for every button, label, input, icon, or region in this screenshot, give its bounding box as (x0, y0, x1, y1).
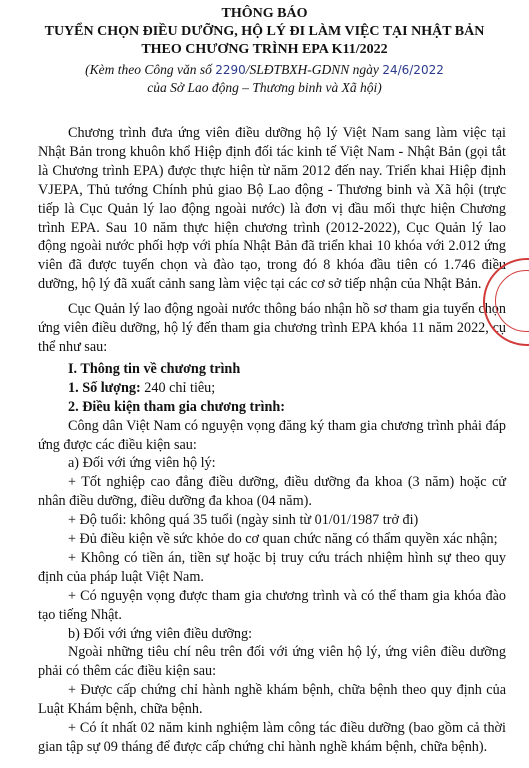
quantity-line (38, 379, 506, 398)
handwritten-date: 24/6/2022 (382, 63, 444, 77)
note-mid: /SLĐTBXH-GDNN ngày (245, 62, 379, 77)
list-item: + Không có tiền án, tiền sự hoặc bị truy cứu trách nhiệm hình sự theo quy định của pháp luật Việt Nam. (38, 549, 506, 585)
handwritten-number: 2290 (215, 63, 246, 77)
nurse-intro: Ngoài những tiêu chí nêu trên đối với ứng viên hộ lý, ứng viên điều dưỡng phải có thêm các điều kiện sau: (38, 644, 506, 680)
section-heading: I. Thông tin về chương trình (68, 360, 241, 377)
doc-program-title: THEO CHƯƠNG TRÌNH EPA K11/2022 (141, 42, 388, 57)
quantity-label: 1. Số lượng: (68, 379, 141, 396)
doc-title: THÔNG BÁO (221, 6, 308, 21)
list-item: + Đủ điều kiện về sức khỏe do cơ quan chức năng có thẩm quyền xác nhận; (68, 531, 498, 548)
conditions-heading: 2. Điều kiện tham gia chương trình: (68, 398, 285, 415)
quantity-value: 240 chỉ tiêu; (144, 379, 216, 396)
list-item: + Tốt nghiệp cao đẳng điều dưỡng, điều dưỡng đa khoa (3 năm) hoặc cử nhân điều dưỡng, điều dưỡng đa khoa (04 năm). (38, 474, 506, 510)
intro-paragraph-2: Cục Quản lý lao động ngoài nước thông báo nhận hồ sơ tham gia tuyển chọn ứng viên điều dưỡng, hộ lý đến tham gia chương trình EPA khóa 11 năm 2022, cụ thể như sau: (38, 301, 506, 355)
nurse-heading: b) Đối với ứng viên điều dưỡng: (68, 625, 253, 642)
attachment-note (0, 62, 529, 78)
list-item: + Có ít nhất 02 năm kinh nghiệm làm công tác điều dưỡng (bao gồm cả thời gian tập sự 09 tháng để được cấp chứng chỉ hành nghề khám bệnh, chữa bệnh). (38, 720, 506, 755)
doc-subtitle: TUYỂN CHỌN ĐIỀU DƯỠNG, HỘ LÝ ĐI LÀM VIỆC TẠI NHẬT BẢN (44, 24, 485, 39)
intro-paragraph-1: Chương trình đưa ứng viên điều dưỡng hộ lý Việt Nam sang làm việc tại Nhật Bản trong khuôn khổ Hiệp định đối tác kinh tế Việt Nam - Nhật Bản (gọi tắt là Chương trình EPA) được thực hiện từ năm 2012 đến nay. Triển khai Hiệp định VJEPA, Thủ tướng Chính phủ giao Bộ Lao động - Thương binh và Xã hội (trực tiếp là Cục Quản lý lao động ngoài nước) là đơn vị đầu mối thực hiện Chương trình EPA. Sau 10 năm thực hiện chương trình (2012-2022), Cục Quản lý lao động ngoài nước phối hợp với phía Nhật Bản đã triển khai 10 khóa với 2.012 ứng viên đã được tuyển chọn và đào tạo, trong đó 8 khóa đầu tiên có 1.746 điều dưỡng, hộ lý đã xuất cảnh sang làm việc tại các cơ sở tiếp nhận của Nhật Bản. (38, 125, 506, 293)
seal-inner-ring (495, 270, 529, 332)
list-item: + Có nguyện vọng được tham gia chương trình và có thể tham gia khóa đào tạo tiếng Nhật. (38, 587, 506, 623)
document-body (38, 124, 506, 757)
list-item: + Độ tuổi: không quá 35 tuổi (ngày sinh từ 01/01/1987 trở đi) (68, 512, 419, 529)
list-item: + Được cấp chứng chỉ hành nghề khám bệnh, chữa bệnh theo quy định của Luật Khám bệnh, chữa bệnh. (38, 682, 506, 718)
attachment-note-line2: của Sở Lao động – Thương binh và Xã hội) (147, 80, 382, 95)
nurse-aide-heading: a) Đối với ứng viên hộ lý: (68, 455, 216, 472)
note-prefix: (Kèm theo Công văn số (85, 62, 212, 77)
conditions-intro: Công dân Việt Nam có nguyện vọng đăng ký tham gia chương trình phải đáp ứng được các điều kiện sau: (38, 417, 506, 453)
